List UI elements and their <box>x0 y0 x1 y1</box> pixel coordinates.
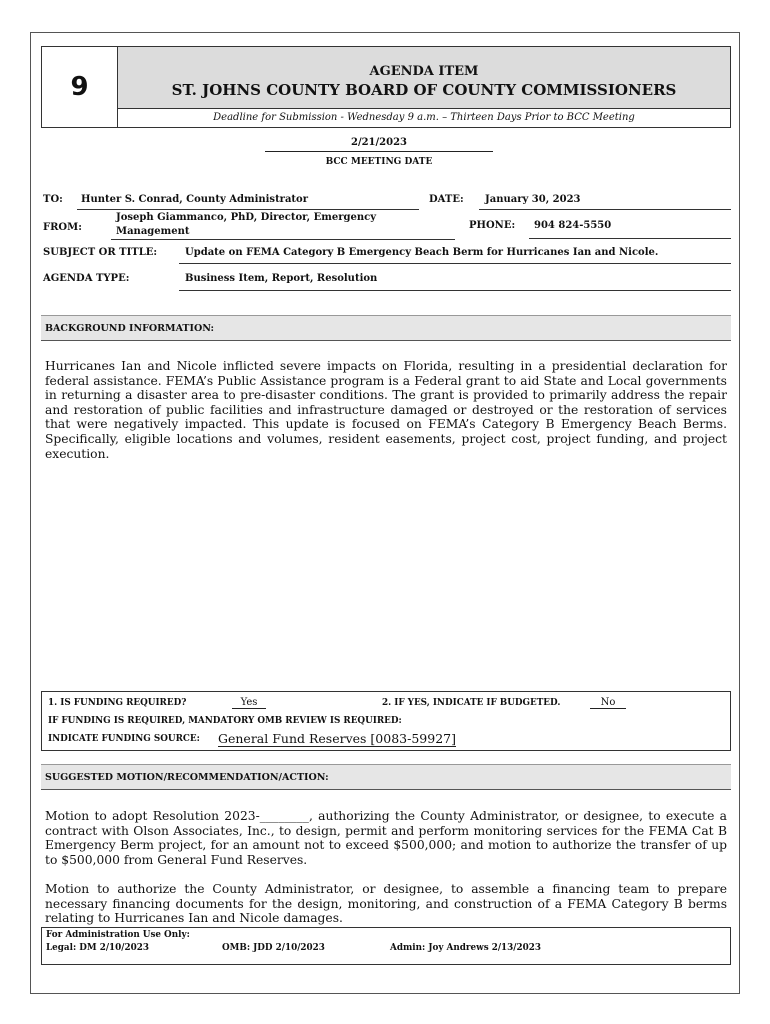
funding-source-value: General Fund Reserves [0083-59927] <box>218 731 456 746</box>
motion-paragraph-1: Motion to adopt Resolution 2023-________, authorizing the County Administrator, or designee, to execute a contract with Olson Associates, Inc., to design, permit and perform monitoring services for the FEMA Cat B Emergency Berm project, for an amount not to exceed $500,000; and motion to authorize the transfer of up to $500,000 from General Fund Reserves. <box>45 809 727 867</box>
phone-value: 904 824-5550 <box>534 220 612 231</box>
funding-source-label: INDICATE FUNDING SOURCE: <box>48 734 200 744</box>
agenda-item-form <box>30 32 740 994</box>
subject-value: Update on FEMA Category B Emergency Beach Berm for Hurricanes Ian and Nicole. <box>185 247 659 258</box>
from-label: FROM: <box>43 222 82 233</box>
submission-deadline: Deadline for Submission - Wednesday 9 a.m. – Thirteen Days Prior to BCC Meeting <box>213 112 635 123</box>
from-underline <box>111 239 455 240</box>
date-underline <box>479 209 731 210</box>
phone-underline <box>529 238 731 239</box>
motion-heading: SUGGESTED MOTION/RECOMMENDATION/ACTION: <box>41 764 731 790</box>
agenda-title-block <box>118 47 730 109</box>
from-value-line2: Management <box>116 226 190 237</box>
meeting-date: 2/21/2023 <box>265 137 493 152</box>
funding-required-value: Yes <box>232 697 266 709</box>
budgeted-value: No <box>590 697 626 709</box>
budgeted-label: 2. IF YES, INDICATE IF BUDGETED. <box>382 698 561 708</box>
agenda-header <box>41 46 731 128</box>
date-label: DATE: <box>429 194 464 205</box>
to-label: TO: <box>43 194 63 205</box>
agenda-item-number: 9 <box>42 47 118 127</box>
agenda-title: AGENDA ITEM <box>369 64 479 79</box>
omb-review-note: IF FUNDING IS REQUIRED, MANDATORY OMB REVIEW IS REQUIRED: <box>48 716 402 726</box>
subject-underline <box>179 263 731 264</box>
subject-label: SUBJECT OR TITLE: <box>43 247 158 258</box>
admin-heading: For Administration Use Only: <box>46 930 190 940</box>
meeting-date-label: BCC MEETING DATE <box>325 157 433 167</box>
agenda-type-underline <box>179 290 731 291</box>
motion-paragraph-2: Motion to authorize the County Administrator, or designee, to assemble a financing team to prepare necessary financing documents for the design, monitoring, and construction of a FEMA Category B berms relating to Hurricanes Ian and Nicole damages. <box>45 882 727 926</box>
admin-approval: Admin: Joy Andrews 2/13/2023 <box>390 943 541 953</box>
from-value-line1: Joseph Giammanco, PhD, Director, Emergency <box>116 212 376 223</box>
to-underline <box>77 209 419 210</box>
to-value: Hunter S. Conrad, County Administrator <box>81 194 308 205</box>
phone-label: PHONE: <box>469 220 516 231</box>
admin-use-box <box>41 927 731 965</box>
agenda-type-value: Business Item, Report, Resolution <box>185 273 378 284</box>
background-text: Hurricanes Ian and Nicole inflicted severe impacts on Florida, resulting in a presidential declaration for federal assistance. FEMA’s Public Assistance program is a Federal grant to aid State and Local governments in returning a disaster area to pre-disaster conditions. The grant is provided to primarily address the repair and restoration of public facilities and infrastructure damaged or destroyed or the restoration of services that were negatively impacted. This update is focused on FEMA’s Category B Emergency Beach Berms. Specifically, eligible locations and volumes, resident easements, project cost, project funding, and project execution. <box>45 359 727 461</box>
legal-approval: Legal: DM 2/10/2023 <box>46 943 149 953</box>
date-value: January 30, 2023 <box>485 194 581 205</box>
omb-approval: OMB: JDD 2/10/2023 <box>222 943 325 953</box>
agenda-type-label: AGENDA TYPE: <box>43 273 130 284</box>
funding-required-label: 1. IS FUNDING REQUIRED? <box>48 698 187 708</box>
background-heading: BACKGROUND INFORMATION: <box>41 315 731 341</box>
funding-box <box>41 691 731 751</box>
board-name: ST. JOHNS COUNTY BOARD OF COUNTY COMMISSIONERS <box>171 81 677 99</box>
